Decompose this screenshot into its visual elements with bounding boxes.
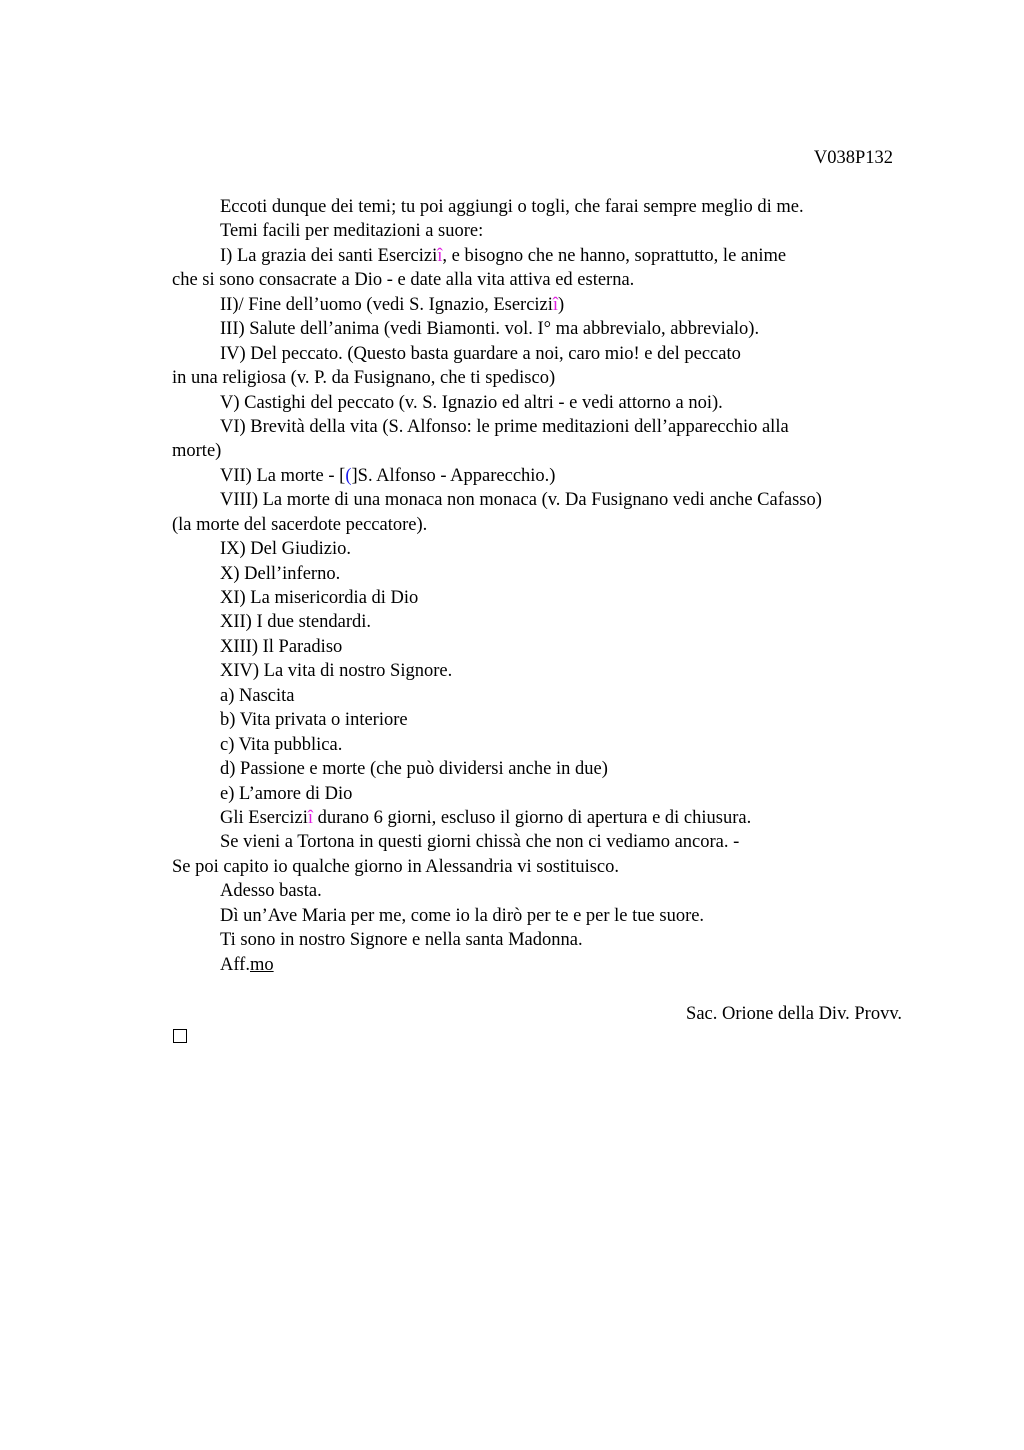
letter-line: Ti sono in nostro Signore e nella santa Madonna. bbox=[220, 930, 583, 951]
line-text: VII) La morte - [ bbox=[220, 465, 346, 486]
letter-line: Eccoti dunque dei temi; tu poi aggiungi o togli, che farai sempre meglio di me. bbox=[220, 197, 804, 217]
bracket-mark: ( bbox=[345, 465, 352, 486]
letter-body bbox=[172, 195, 902, 977]
page-id: V038P132 bbox=[813, 148, 893, 168]
letter-line: X) Dell’inferno. bbox=[220, 563, 341, 584]
line-text: ) bbox=[558, 294, 565, 315]
letter-line: III) Salute dell’anima (vedi Biamonti. vol. I° ma abbrevialo, abbrevialo). bbox=[220, 319, 760, 340]
line-text: Gli Esercizi bbox=[220, 807, 308, 828]
letter-line: e) L’amore di Dio bbox=[220, 783, 353, 804]
letter-line: Temi facili per meditazioni a suore: bbox=[220, 221, 484, 242]
letter-line: che si sono consacrate a Dio - e date alla vita attiva ed esterna. bbox=[172, 270, 635, 291]
line-text: I) La grazia dei santi Esercizi bbox=[220, 245, 438, 266]
letter-line: XIII) Il Paradiso bbox=[220, 636, 343, 657]
letter-line: IV) Del peccato. (Questo basta guardare a noi, caro mio! e del peccato bbox=[220, 343, 741, 364]
letter-line: XI) La misericordia di Dio bbox=[220, 588, 419, 608]
letter-line: Adesso basta. bbox=[220, 881, 322, 902]
letter-line: a) Nascita bbox=[220, 685, 295, 706]
accent-mark: î bbox=[437, 245, 443, 266]
letter-line: b) Vita privata o interiore bbox=[220, 710, 408, 731]
line-text: Aff. bbox=[220, 954, 250, 975]
letter-line: VIII) La morte di una monaca non monaca (v. Da Fusignano vedi anche Cafasso) bbox=[220, 490, 822, 511]
accent-mark: î bbox=[552, 294, 559, 315]
accent-mark: î bbox=[307, 807, 313, 828]
letter-line: c) Vita pubblica. bbox=[220, 734, 343, 755]
letter-line bbox=[172, 244, 902, 268]
letter-line bbox=[172, 953, 902, 977]
letter-line: Dì un’Ave Maria per me, come io la dirò per te e per le tue suore. bbox=[220, 905, 705, 926]
letter-line: IX) Del Giudizio. bbox=[220, 539, 352, 560]
line-text: ]S. Alfonso - Apparecchio.) bbox=[351, 465, 556, 486]
letter-line: Se poi capito io qualche giorno in Alessandria vi sostituisco. bbox=[172, 856, 620, 877]
superscript-abbrev: mo bbox=[249, 954, 274, 975]
letter-line: Se vieni a Tortona in questi giorni chissà che non ci vediamo ancora. - bbox=[220, 832, 740, 853]
letter-line: V) Castighi del peccato (v. S. Ignazio ed altri - e vedi attorno a noi). bbox=[220, 392, 723, 413]
letter-line: XII) I due stendardi. bbox=[220, 612, 372, 633]
letter-line bbox=[172, 293, 902, 317]
end-marker-box bbox=[173, 1029, 187, 1043]
line-text: durano 6 giorni, escluso il giorno di apertura e di chiusura. bbox=[312, 807, 752, 828]
letter-line: morte) bbox=[172, 441, 222, 462]
letter-line: (la morte del sacerdote peccatore). bbox=[172, 514, 428, 535]
letter-line: XIV) La vita di nostro Signore. bbox=[220, 661, 453, 682]
line-text: , e bisogno che ne hanno, soprattutto, le anime bbox=[442, 245, 787, 266]
signature: Sac. Orione della Div. Provv. bbox=[686, 1004, 902, 1024]
letter-line bbox=[172, 464, 902, 488]
letter-line bbox=[172, 806, 902, 830]
letter-line: d) Passione e morte (che può dividersi anche in due) bbox=[220, 759, 608, 780]
line-text: II)/ Fine dell’uomo (vedi S. Ignazio, Esercizi bbox=[220, 294, 553, 315]
letter-line: in una religiosa (v. P. da Fusignano, che ti spedisco) bbox=[172, 368, 556, 389]
letter-line: VI) Brevità della vita (S. Alfonso: le prime meditazioni dell’apparecchio alla bbox=[220, 416, 789, 437]
